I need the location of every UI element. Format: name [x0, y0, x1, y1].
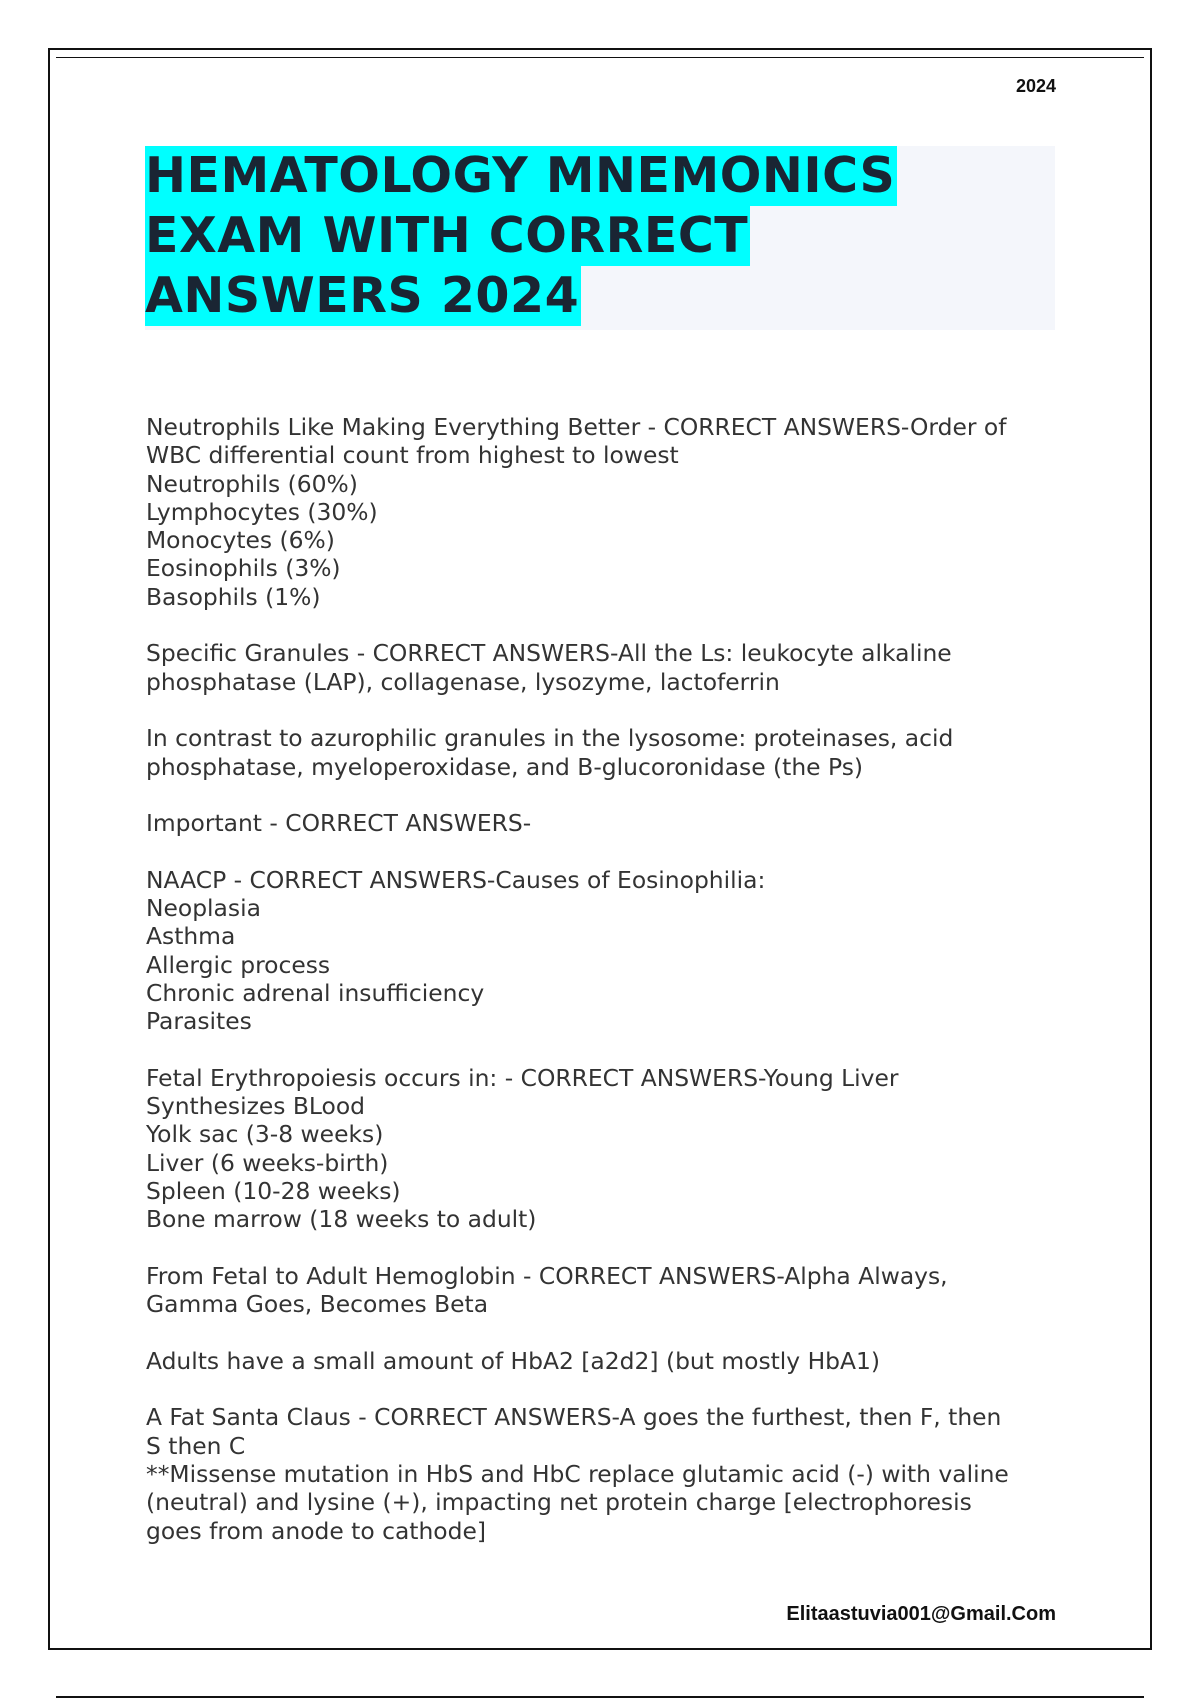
next-page-rule	[56, 1696, 1144, 1698]
qa-entry-fat-santa-claus	[146, 1403, 1066, 1544]
text-line: Specific Granules - CORRECT ANSWERS-All the Ls: leukocyte alkaline	[146, 639, 952, 668]
text-line: Neoplasia	[146, 894, 261, 923]
text-line: phosphatase, myeloperoxidase, and B-glucoronidase (the Ps)	[146, 752, 864, 781]
text-line: Gamma Goes, Becomes Beta	[146, 1290, 489, 1319]
text-line: Neutrophils (60%)	[146, 469, 358, 498]
text-line: In contrast to azurophilic granules in the lysosome: proteinases, acid	[146, 724, 954, 753]
qa-entry-specific-granules	[146, 639, 1066, 696]
qa-entry-naacp	[146, 866, 1066, 1036]
qa-entry-wbc-differential	[146, 413, 1066, 611]
text-line: Adults have a small amount of HbA2 [a2d2] (but mostly HbA1)	[146, 1346, 881, 1375]
text-line: S then C	[146, 1431, 246, 1460]
header-year: 2024	[1015, 76, 1056, 96]
qa-entry-fetal-erythropoiesis	[146, 1064, 1066, 1234]
text-line: Chronic adrenal insufficiency	[146, 978, 485, 1007]
text-line: goes from anode to cathode]	[146, 1516, 486, 1545]
text-line: Lymphocytes (30%)	[146, 497, 378, 526]
text-line: **Missense mutation in HbS and HbC replace glutamic acid (-) with valine	[146, 1459, 1009, 1488]
title-line: ANSWERS 2024	[145, 267, 580, 324]
text-line: Basophils (1%)	[146, 582, 321, 611]
text-line: Bone marrow (18 weeks to adult)	[146, 1205, 537, 1234]
document-title	[145, 146, 1045, 326]
text-line: A Fat Santa Claus - CORRECT ANSWERS-A goes the furthest, then F, then	[146, 1403, 1002, 1432]
text-line: Liver (6 weeks-birth)	[146, 1148, 389, 1177]
text-line: Eosinophils (3%)	[146, 554, 341, 583]
text-line: (neutral) and lysine (+), impacting net protein charge [electrophoresis	[146, 1488, 972, 1517]
text-line: Parasites	[146, 1007, 252, 1036]
text-line: Asthma	[146, 922, 236, 951]
qa-entry-fetal-to-adult-hemoglobin	[146, 1262, 1066, 1319]
text-line: phosphatase (LAP), collagenase, lysozyme, lactoferrin	[146, 667, 780, 696]
qa-entry-important	[146, 809, 1066, 837]
text-line: Monocytes (6%)	[146, 526, 335, 555]
text-line: NAACP - CORRECT ANSWERS-Causes of Eosinophilia:	[146, 865, 766, 894]
qa-entry-azurophilic-granules	[146, 724, 1066, 781]
text-line: Neutrophils Like Making Everything Better - CORRECT ANSWERS-Order of	[146, 413, 1007, 441]
text-line: WBC differential count from highest to lowest	[146, 441, 679, 470]
text-line: Important - CORRECT ANSWERS-	[146, 809, 532, 838]
text-line: Fetal Erythropoiesis occurs in: - CORRECT ANSWERS-Young Liver	[146, 1063, 899, 1092]
text-line: Spleen (10-28 weeks)	[146, 1177, 401, 1206]
text-line: Synthesizes BLood	[146, 1092, 366, 1121]
text-line: From Fetal to Adult Hemoglobin - CORRECT ANSWERS-Alpha Always,	[146, 1261, 948, 1290]
title-line: EXAM WITH CORRECT	[145, 207, 749, 264]
document-body	[146, 413, 1066, 1573]
text-line: Allergic process	[146, 950, 331, 979]
qa-entry-hba2	[146, 1347, 1066, 1375]
footer-email: Elitaastuvia001@Gmail.Com	[786, 1603, 1056, 1625]
text-line: Yolk sac (3-8 weeks)	[146, 1120, 384, 1149]
header-rule	[56, 57, 1144, 58]
title-line: HEMATOLOGY MNEMONICS	[145, 147, 896, 204]
